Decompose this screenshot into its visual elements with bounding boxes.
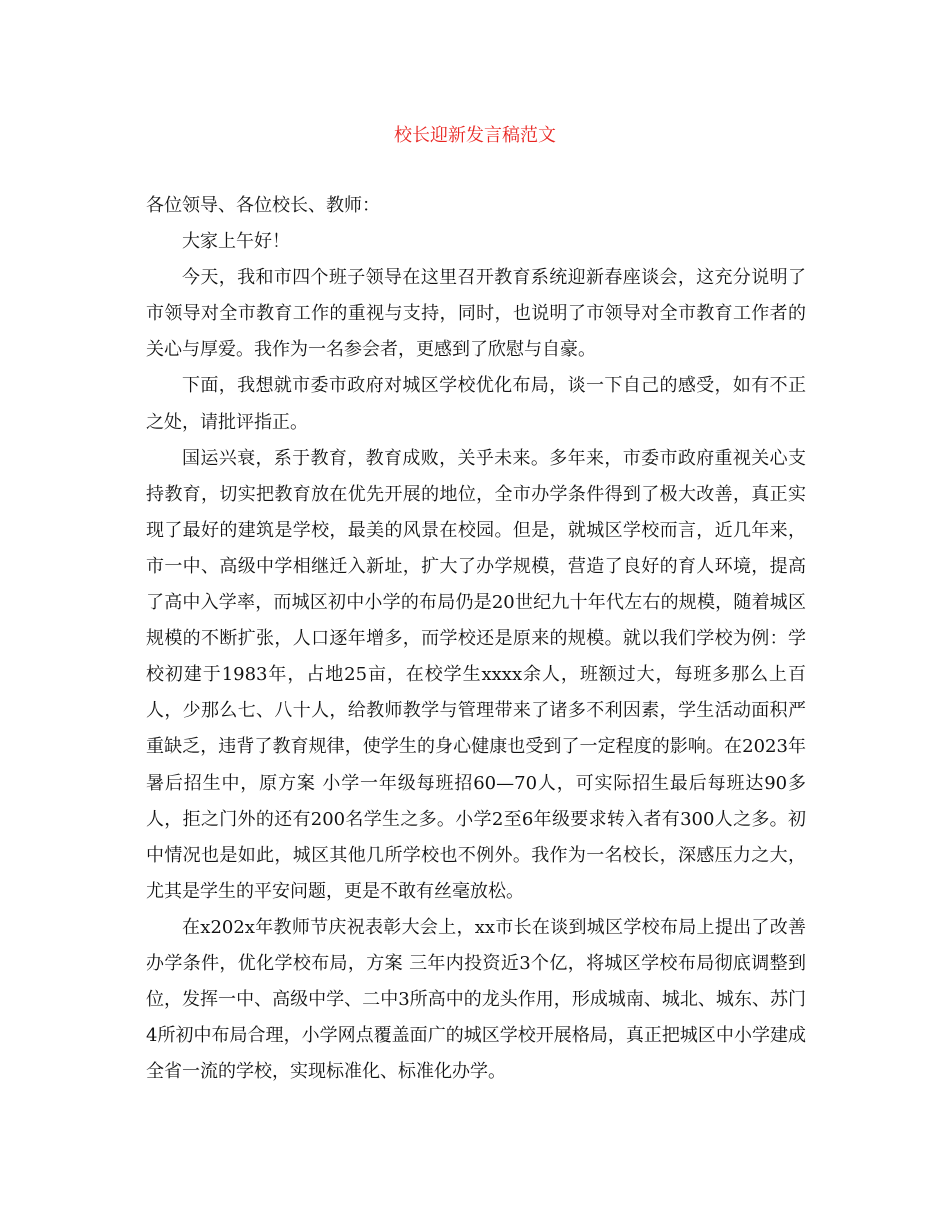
- document-body: [146, 188, 806, 1090]
- salutation-paragraph: 各位领导、各位校长、教师：: [146, 195, 380, 216]
- body-paragraph: 国运兴衰，系于教育，教育成败，关乎未来。多年来，市委市政府重视关心支持教育，切实把教育放在优先开展的地位，全市办学条件得到了极大改善，真正实现了最好的建筑是学校，最美的风景在校园。但是，就城区学校而言，近几年来，市一中、高级中学相继迁入新址，扩大了办学规模，营造了良好的育人环境，提高了高中入学率，而城区初中小学的布局仍是20世纪九十年代左右的规模，随着城区规模的不断扩张，人口逐年增多，而学校还是原来的规模。就以我们学校为例：学校初建于1983年，占地25亩，在校学生xxxx余人，班额过大，每班多那么上百人，少那么七、八十人，给教师教学与管理带来了诸多不利因素，学生活动面积严重缺乏，违背了教育规律，使学生的身心健康也受到了一定程度的影响。在2023年暑后招生中，原方案 小学一年级每班招60—70人，可实际招生最后每班达90多人，拒之门外的还有200名学生之多。小学2至6年级要求转入者有300人之多。初中情况也是如此，城区其他几所学校也不例外。我作为一名校长，深感压力之大，尤其是学生的平安问题，更是不敢有丝毫放松。: [146, 447, 806, 902]
- body-paragraph: 今天，我和市四个班子领导在这里召开教育系统迎新春座谈会，这充分说明了市领导对全市教育工作的重视与支持，同时，也说明了市领导对全市教育工作者的关心与厚爱。我作为一名参会者，更感到了欣慰与自豪。: [146, 267, 806, 361]
- document-title: 校长迎新发言稿范文: [394, 125, 556, 146]
- greeting-paragraph: 大家上午好！: [182, 231, 290, 253]
- body-paragraph: 下面，我想就市委市政府对城区学校优化布局，谈一下自己的感受，如有不正之处，请批评指正。: [146, 375, 806, 433]
- body-paragraph: 在x202x年教师节庆祝表彰大会上，xx市长在谈到城区学校布局上提出了改善办学条件，优化学校布局，方案 三年内投资近3个亿，将城区学校布局彻底调整到位，发挥一中、高级中学、二中3所高中的龙头作用，形成城南、城北、城东、苏门4所初中布局合理，小学网点覆盖面广的城区学校开展格局，真正把城区中小学建成全省一流的学校，实现标准化、标准化办学。: [146, 916, 806, 1083]
